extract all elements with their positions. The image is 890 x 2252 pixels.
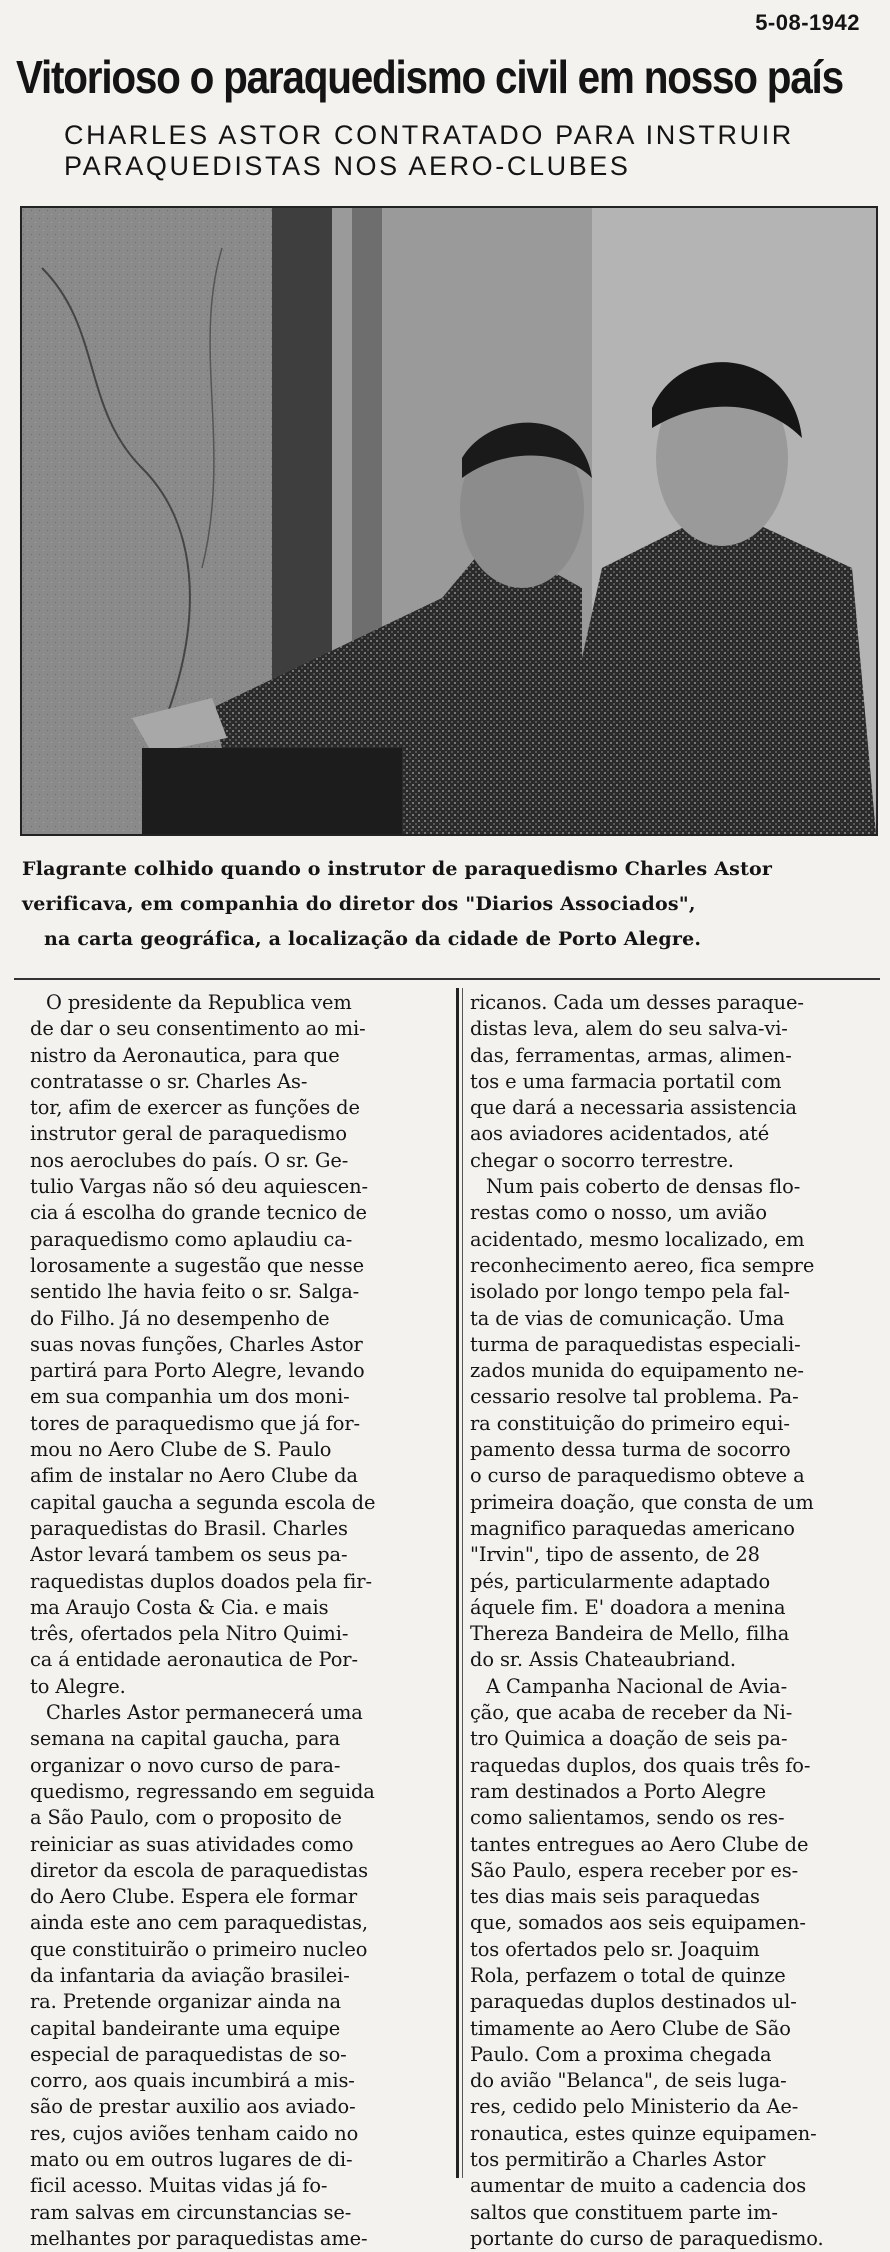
article-line: aos aviadores acidentados, até: [470, 1122, 770, 1146]
article-line: organizar o novo curso de para-: [30, 1753, 341, 1777]
article-line: lorosamente a sugestão que nesse: [30, 1253, 364, 1277]
article-line: ronautica, estes quinze equipamen-: [470, 2121, 817, 2145]
article-line: melhantes por paraquedistas ame-: [30, 2226, 368, 2250]
article-line: ção, que acaba de receber da Ni-: [470, 1701, 793, 1725]
article-line: magnifico paraquedas americano: [470, 1516, 795, 1540]
article-line: tos ofertados pelo sr. Joaquim: [470, 1937, 760, 1961]
article-line: res, cedido pelo Ministerio da Ae-: [470, 2095, 799, 2119]
article-line: diretor da escola de paraquedistas: [30, 1858, 368, 1882]
article-line: to Alegre.: [30, 1674, 126, 1698]
article-line: ta de vias de comunicação. Uma: [470, 1306, 785, 1330]
article-line: pés, particularmente adaptado: [470, 1569, 771, 1593]
news-photo: [20, 206, 878, 836]
article-line: tulio Vargas não só deu aquiescen-: [30, 1175, 368, 1199]
article-line: do sr. Assis Chateaubriand.: [470, 1648, 736, 1672]
column-divider-thin: [462, 988, 463, 2178]
article-line: em sua companhia um dos moni-: [30, 1385, 350, 1409]
article-line: nos aeroclubes do país. O sr. Ge-: [30, 1148, 349, 1172]
article-line: partirá para Porto Alegre, levando: [30, 1359, 365, 1383]
date-stamp: 5-08-1942: [755, 10, 860, 35]
article-line: como salientamos, sendo os res-: [470, 1806, 785, 1830]
subheadline: [64, 120, 824, 182]
article-column-left: [30, 990, 455, 2252]
article-line: tantes entregues ao Aero Clube de: [470, 1832, 809, 1856]
article-line: mou no Aero Clube de S. Paulo: [30, 1438, 332, 1462]
article-line: das, ferramentas, armas, alimen-: [470, 1043, 792, 1067]
article-line: tores de paraquedismo que já for-: [30, 1411, 360, 1435]
article-line: res, cujos aviões tenham caido no: [30, 2121, 359, 2145]
article-line: ra. Pretende organizar ainda na: [30, 1990, 341, 2014]
article-line: ram destinados a Porto Alegre: [470, 1779, 766, 1803]
article-line: Rola, perfazem o total de quinze: [470, 1963, 786, 1987]
article-line: cia á escolha do grande tecnico de: [30, 1201, 367, 1225]
article-line: Paulo. Com a proxima chegada: [470, 2042, 772, 2066]
article-line: o curso de paraquedismo obteve a: [470, 1464, 805, 1488]
article-line: A Campanha Nacional de Avia-: [486, 1674, 788, 1698]
photo-illustration: [22, 208, 876, 834]
caption-line: na carta geográfica, a localização da cidade de Porto Alegre.: [44, 928, 702, 950]
article-line: ram salvas em circunstancias se-: [30, 2200, 352, 2224]
article-line: semana na capital gaucha, para: [30, 1727, 341, 1751]
article-line: reconhecimento aereo, fica sempre: [470, 1253, 815, 1277]
article-line: cessario resolve tal problema. Pa-: [470, 1385, 799, 1409]
article-line: tor, afim de exercer as funções de: [30, 1096, 360, 1120]
article-line: tes dias mais seis paraquedas: [470, 1885, 760, 1909]
article-line: tos e uma farmacia portatil com: [470, 1069, 782, 1093]
article-line: áquele fim. E' doadora a menina: [470, 1595, 786, 1619]
article-line: acidentado, mesmo localizado, em: [470, 1227, 805, 1251]
article-line: distas leva, alem do seu salva-vi-: [470, 1017, 788, 1041]
article-line: quedismo, regressando em seguida: [30, 1779, 375, 1803]
article-line: timamente ao Aero Clube de São: [470, 2016, 791, 2040]
article-line: a São Paulo, com o proposito de: [30, 1806, 342, 1830]
article-line: afim de instalar no Aero Clube da: [30, 1464, 358, 1488]
article-line: Astor levará tambem os seus pa-: [30, 1543, 348, 1567]
article-line: Thereza Bandeira de Mello, filha: [470, 1622, 790, 1646]
photo-caption: [22, 852, 880, 957]
caption-rule: [14, 978, 880, 980]
article-line: que dará a necessaria assistencia: [470, 1096, 797, 1120]
article-line: ra constituição do primeiro equi-: [470, 1411, 790, 1435]
article-line: sentido lhe havia feito o sr. Salga-: [30, 1280, 360, 1304]
article-line: portante do curso de paraquedismo.: [470, 2226, 824, 2250]
article-line: aumentar de muito a cadencia dos: [470, 2174, 807, 2198]
article-line: ma Araujo Costa & Cia. e mais: [30, 1595, 329, 1619]
article-line: capital bandeirante uma equipe: [30, 2016, 341, 2040]
article-line: reiniciar as suas atividades como: [30, 1832, 354, 1856]
article-line: paraquedismo como aplaudiu ca-: [30, 1227, 353, 1251]
subheadline-line: PARAQUEDISTAS NOS AERO-CLUBES: [64, 151, 631, 181]
article-line: São Paulo, espera receber por es-: [470, 1858, 799, 1882]
subheadline-line: CHARLES ASTOR CONTRATADO PARA INSTRUIR: [64, 120, 794, 150]
article-line: tro Quimica a doação de seis pa-: [470, 1727, 788, 1751]
article-line: raquedas duplos, dos quais três fo-: [470, 1753, 811, 1777]
article-line: instrutor geral de paraquedismo: [30, 1122, 347, 1146]
article-line: corro, aos quais incumbirá a mis-: [30, 2069, 355, 2093]
article-line: ainda este ano cem paraquedistas,: [30, 1911, 368, 1935]
article-line: primeira doação, que consta de um: [470, 1490, 814, 1514]
article-line: zados munida do equipamento ne-: [470, 1359, 804, 1383]
article-line: capital gaucha a segunda escola de: [30, 1490, 376, 1514]
article-line: chegar o socorro terrestre.: [470, 1148, 734, 1172]
article-line: isolado por longo tempo pela fal-: [470, 1280, 790, 1304]
article-line: O presidente da Republica vem: [46, 991, 352, 1014]
article-line: especial de paraquedistas de so-: [30, 2042, 347, 2066]
article-line: são de prestar auxilio aos aviado-: [30, 2095, 356, 2119]
article-line: paraquedistas do Brasil. Charles: [30, 1516, 348, 1540]
article-line: tos permitirão a Charles Astor: [470, 2148, 766, 2172]
article-line: paraquedas duplos destinados ul-: [470, 1990, 797, 2014]
article-line: restas como o nosso, um avião: [470, 1201, 767, 1225]
article-line: pamento dessa turma de socorro: [470, 1438, 791, 1462]
article-line: saltos que constituem parte im-: [470, 2200, 778, 2224]
caption-line: verificava, em companhia do diretor dos "Diarios Associados",: [22, 893, 696, 915]
article-line: contratasse o sr. Charles As-: [30, 1069, 308, 1093]
article-line: que constituirão o primeiro nucleo: [30, 1937, 368, 1961]
article-line: Charles Astor permanecerá uma: [46, 1701, 363, 1725]
article-line: nistro da Aeronautica, para que: [30, 1043, 340, 1067]
article-line: do Aero Clube. Espera ele formar: [30, 1885, 358, 1909]
article-line: raquedistas duplos doados pela fir-: [30, 1569, 372, 1593]
article-line: ca á entidade aeronautica de Por-: [30, 1648, 358, 1672]
article-line: suas novas funções, Charles Astor: [30, 1332, 363, 1356]
article-line: do Filho. Já no desempenho de: [30, 1306, 330, 1330]
article-line: mato ou em outros lugares de di-: [30, 2148, 353, 2172]
caption-line: Flagrante colhido quando o instrutor de paraquedismo Charles Astor: [22, 858, 773, 880]
article-line: de dar o seu consentimento ao mi-: [30, 1017, 366, 1041]
column-divider: [456, 988, 459, 2178]
article-line: da infantaria da aviação brasilei-: [30, 1963, 350, 1987]
article-line: que, somados aos seis equipamen-: [470, 1911, 806, 1935]
article-line: turma de paraquedistas especiali-: [470, 1332, 801, 1356]
article-line: "Irvin", tipo de assento, de 28: [470, 1543, 760, 1567]
article-line: ricanos. Cada um desses paraque-: [470, 991, 804, 1014]
article-line: do avião "Belanca", de seis luga-: [470, 2069, 787, 2093]
headline: Vitorioso o paraquedismo civil em nosso país: [16, 51, 843, 103]
article-line: Num pais coberto de densas flo-: [486, 1175, 801, 1199]
article-line: ficil acesso. Muitas vidas já fo-: [30, 2174, 328, 2198]
article-line: três, ofertados pela Nitro Quimi-: [30, 1622, 349, 1646]
article-column-right: [470, 990, 875, 2252]
